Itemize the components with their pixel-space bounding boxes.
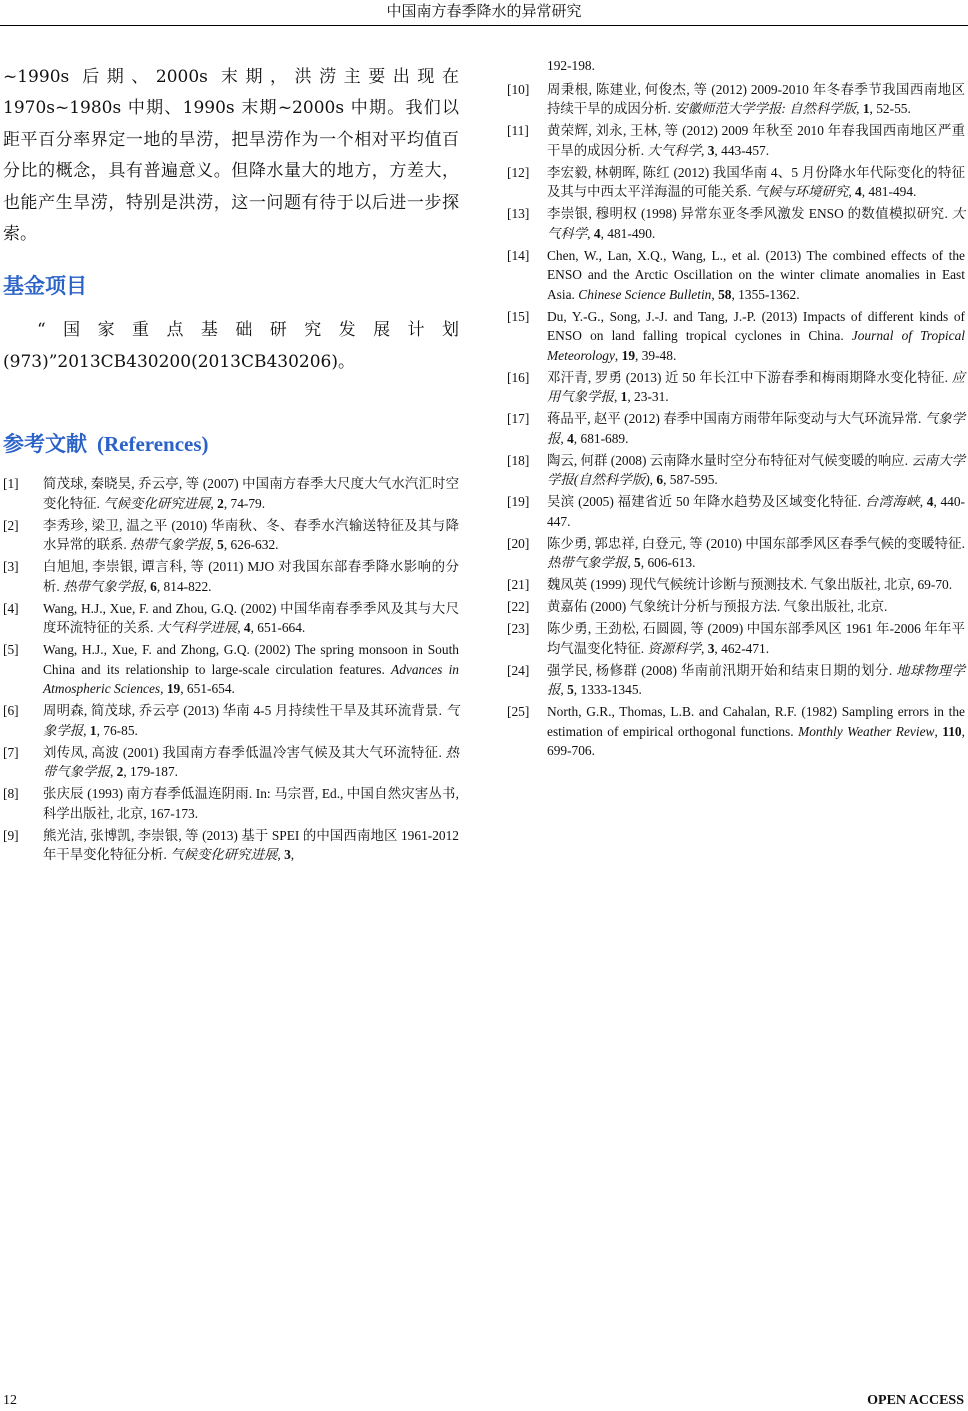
reference-pages: , 1333-1345. [573,682,642,697]
fund-heading [3,272,459,300]
reference-text: 简茂球, 秦晓昊, 乔云亭, 等 (2007) 中国南方春季大尺度大气水汽汇时空变化特征. 气候变化研究进展, 2, 74-79. [43,476,459,511]
reference-journal: Advances in Atmospheric Sciences [43,661,459,697]
reference-pages: , 651-664. [250,620,306,636]
reference-text: 白旭旭, 李崇银, 谭言科, 等 (2011) MJO 对我国东部春季降水影响的分析. 热带气象学报, 6, 814-822. [43,559,459,594]
reference-journal: 大气科学 [547,206,965,241]
reference-authors-title: 李宏毅, 林朝晖, 陈红 (2012) 我国华南 4、5 月份降水年代际变化的特征及其与中西太平洋海温的可能关系. [547,164,965,199]
reference-volume: 4 [855,184,862,199]
reference-journal: 台湾海峡 [864,494,920,509]
reference-journal: 热带气象学报 [63,578,144,594]
references-heading [3,430,459,458]
reference-number: [5] [3,642,19,658]
reference-number: [8] [3,786,19,802]
reference-journal: 热带气象学报 [43,744,459,780]
reference-authors-title: 李崇银, 穆明权 (1998) 异常东亚冬季风激发 ENSO 的数值模拟研究. [547,206,948,221]
reference-text: 周秉根, 陈建业, 何俊杰, 等 (2012) 2009-2010 年冬春季节我国西南地区持续干旱的成因分析. 安徽师范大学学报: 自然科学版, 1, 52-55. [547,81,965,116]
fund-text: “国家重点基础研究发展计划(973)”2013CB430200(2013CB430206)。 [3,320,459,372]
page-number: 12 [3,1393,17,1408]
reference-pages: , 443-457. [714,142,770,158]
reference-number: [6] [3,703,19,719]
reference-volume: 1 [89,722,97,738]
reference-authors-title: 陶云, 何群 (2008) 云南降水量时空分布特征对气候变暖的响应. [547,452,908,468]
reference-item [3,743,459,782]
reference-item [3,599,459,638]
reference-pages: , 1355-1362. [731,286,800,302]
reference-pages: , 814-822. [156,578,212,594]
reference-authors-title: 李秀珍, 梁卫, 温之平 (2010) 华南秋、冬、春季水汽输送特征及其与降水异常的联系. [43,517,459,553]
right-column [507,56,965,763]
reference-item [507,121,965,160]
reference-pages: , 179-187. [123,764,179,780]
reference-item [3,701,459,740]
reference-authors-title: 吴滨 (2005) 福建省近 50 年降水趋势及区域变化特征. [547,494,862,509]
reference-pages: , 481-494. [861,184,917,199]
reference-item [507,307,965,366]
reference-journal: Monthly Weather Review [798,723,935,739]
reference-number: [18] [507,452,530,468]
reference-pages: , 23-31. [627,389,669,404]
reference-volume: 4 [926,494,934,509]
reference-pages: , 651-654. [180,681,235,697]
running-header-title: 中国南方春季降水的异常研究 [386,2,582,20]
reference-journal: 安徽师范大学学报: 自然科学版 [674,101,857,116]
reference-number: [17] [507,411,530,426]
open-access-label: OPEN ACCESS [867,1393,964,1408]
fund-heading-text: 基金项目 [3,273,87,299]
reference-authors-title: 陈少勇, 王劲松, 石圆圆, 等 (2009) 中国东部季风区 1961 年-2006 年年平均气温变化特征. [547,621,965,656]
reference-text: North, G.R., Thomas, L.B. and Cahalan, R.F. (1982) Sampling errors in the estimation of empirical orthogonal functions. Monthly Weather Review, 110, 699-706. [547,704,965,758]
reference-journal: 气象学报 [43,703,459,738]
reference-pages: , 76-85. [96,722,138,738]
reference-number: [16] [507,369,530,385]
reference-number: [3] [3,559,19,575]
reference-list-left [3,474,459,865]
reference-volume: 4 [593,225,601,241]
reference-item [3,826,459,865]
reference-journal: 气象学报 [547,411,965,446]
reference-item [507,619,965,658]
reference-pages: , [290,847,295,863]
reference-item [3,784,459,823]
reference-authors-title: 陈少勇, 郭忠祥, 白登元, 等 (2010) 中国东部季风区春季气候的变暖特征. [547,535,965,551]
reference-volume: 19 [621,347,636,363]
reference-authors-title: Chen, W., Lan, X.Q., Wang, L., et al. (2013) The combined effects of the ENSO and the Arctic Oscillation on the winter climate anomalies in East Asia. [547,247,965,302]
reference-volume: 5 [217,537,224,553]
reference-pages: , 681-689. [573,430,629,446]
reference-journal: 气候变化研究进展 [170,847,278,863]
reference-authors-title: 刘传凤, 高波 (2001) 我国南方春季低温冷害气候及其大气环流特征. [43,744,442,760]
reference-item [507,451,965,490]
reference-text: Wang, H.J., Xue, F. and Zhou, G.Q. (2002) 中国华南春季季风及其与大尺度环流特征的关系. 大气科学进展, 4, 651-664. [43,600,459,636]
reference-volume: 2 [116,764,124,780]
reference-text: 周明森, 简茂球, 乔云亭 (2013) 华南 4-5 月持续性干旱及其环流背景. 气象学报, 1, 76-85. [43,703,459,738]
reference-text: 李秀珍, 梁卫, 温之平 (2010) 华南秋、冬、春季水汽输送特征及其与降水异常的联系. 热带气象学报, 5, 626-632. [43,517,459,553]
reference-journal: 大气科学 [647,142,702,158]
reference-text: 陈少勇, 王劲松, 石圆圆, 等 (2009) 中国东部季风区 1961 年-2006 年年平均气温变化特征. 资源科学, 3, 462-471. [547,621,965,656]
reference-list-right [507,80,965,761]
references-heading-cn: 参考文献 [3,431,87,457]
reference-text: Du, Y.-G., Song, J.-J. and Tang, J.-P. (2013) Impacts of different kinds of ENSO on land falling tropical cyclones in China. Journal of Tropical Meteorology, 19, 39-48. [547,308,965,363]
reference-pages: , 481-490. [600,225,656,241]
reference-volume: 19 [166,681,181,697]
reference-number: [24] [507,662,530,678]
reference-number: [9] [3,827,19,843]
reference-authors-title: 周秉根, 陈建业, 何俊杰, 等 (2012) 2009-2010 年冬春季节我国西南地区持续干旱的成因分析. [547,81,965,116]
reference-volume: 3 [284,847,291,863]
reference-volume: 6 [150,578,157,594]
reference-pages: , 39-48. [635,347,677,363]
reference-number: [13] [507,206,530,221]
reference-authors-title: 魏凤英 (1999) 现代气候统计诊断与预测技术. 气象出版社, 北京, 69-70. [547,577,953,592]
reference-text [547,575,965,595]
reference-authors-title: 邓汗青, 罗勇 (2013) 近 50 年长江中下游春季和梅雨期降水变化特征. [547,369,948,385]
reference-item [3,474,459,513]
reference-text: 陶云, 何群 (2008) 云南降水量时空分布特征对气候变暖的响应. 云南大学学报(自然科学版), 6, 587-595. [547,452,966,487]
reference-number: [2] [3,517,19,533]
reference-volume: 3 [707,142,715,158]
reference-authors-title: 周明森, 简茂球, 乔云亭 (2013) 华南 4-5 月持续性干旱及其环流背景. [43,703,442,719]
reference-pages: , 606-613. [640,555,696,570]
reference-number: [22] [507,599,530,614]
left-column [3,62,459,867]
reference-item [507,575,965,595]
reference-journal: 应用气象学报 [547,369,965,404]
reference-authors-title: 简茂球, 秦晓昊, 乔云亭, 等 (2007) 中国南方春季大尺度大气水汽汇时空变化特征. [43,476,459,511]
references-heading-en: (References) [97,432,209,457]
reference-item [507,534,965,573]
reference-pages: , 699-706. [547,723,965,758]
reference-number: [14] [507,247,530,263]
reference-volume: 1 [862,101,870,116]
reference-item [507,80,965,119]
reference-journal: Journal of Tropical Meteorology [547,328,965,363]
reference-volume: 6 [656,472,664,487]
reference-number: [23] [507,621,530,636]
reference-journal: 云南大学学报(自然科学版) [547,452,966,487]
reference-text: 刘传凤, 高波 (2001) 我国南方春季低温冷害气候及其大气环流特征. 热带气象学报, 2, 179-187. [43,744,459,780]
reference-number: [11] [507,123,529,138]
reference-authors-title: Du, Y.-G., Song, J.-J. and Tang, J.-P. (2013) Impacts of different kinds of ENSO on land falling tropical cyclones in China. [547,308,965,343]
reference-volume: 58 [718,286,732,302]
reference-number: [4] [3,600,19,616]
reference-text: Chen, W., Lan, X.Q., Wang, L., et al. (2013) The combined effects of the ENSO and the Arctic Oscillation on the winter climate anomalies in East Asia. Chinese Science Bulletin, 58, 1355-1362. [547,247,965,302]
reference-journal: 气候与环境研究 [754,184,849,199]
reference-journal: Chinese Science Bulletin [578,286,712,302]
reference-journal: 热带气象学报 [547,555,628,570]
reference-item [507,409,965,448]
reference-number: [20] [507,535,530,551]
reference-pages: , 462-471. [714,640,770,656]
reference-journal: 大气科学进展 [156,620,238,636]
reference-item [507,661,965,700]
reference-pages: , 440-447. [547,494,966,529]
reference-pages: , 52-55. [869,101,911,116]
running-header [0,0,968,26]
reference-pages: , 626-632. [223,537,279,553]
reference-item [507,204,965,243]
reference-text: 陈少勇, 郭忠祥, 白登元, 等 (2010) 中国东部季风区春季气候的变暖特征. 热带气象学报, 5, 606-613. [547,535,965,570]
reference-number: [21] [507,577,530,592]
reference-text [547,597,965,617]
reference-item [507,702,965,761]
reference-text: Wang, H.J., Xue, F. and Zhong, G.Q. (2002) The spring monsoon in South China and its relationship to large-scale circulation features. Advances in Atmospheric Sciences, 19, 651-654. [43,642,459,697]
reference-item [507,246,965,305]
reference-journal: 地球物理学报 [547,662,965,697]
reference-text: 李崇银, 穆明权 (1998) 异常东亚冬季风激发 ENSO 的数值模拟研究. 大气科学, 4, 481-490. [547,206,965,241]
reference-journal: 资源科学 [647,640,702,656]
reference-number: [19] [507,494,530,509]
reference-pages: , 587-595. [663,472,718,487]
reference-journal: 气候变化研究进展 [103,495,211,511]
body-paragraph: ~1990s 后期、2000s 末期，洪涝主要出现在 1970s~1980s 中期、1990s 末期~2000s 中期。我们以距平百分率界定一地的旱涝，把旱涝作为一个相对平均值百分比的概念，具有普遍意义。但降水量大的地方，方差大，也能产生旱涝，特别是洪涝，这一问题有待于以后进一步探索。 [3,67,459,245]
reference-authors-title: 白旭旭, 李崇银, 谭言科, 等 (2011) MJO 对我国东部春季降水影响的分析. [43,559,459,594]
reference-volume: 110 [942,723,962,739]
reference-authors-title: 熊光洁, 张博凯, 李崇银, 等 (2013) 基于 SPEI 的中国西南地区 1961-2012 年干旱变化特征分析. [43,827,459,863]
reference-text: 李宏毅, 林朝晖, 陈红 (2012) 我国华南 4、5 月份降水年代际变化的特征及其与中西太平洋海温的可能关系. 气候与环境研究, 4, 481-494. [547,164,965,199]
reference-text: 蒋品平, 赵平 (2012) 春季中国南方雨带年际变动与大气环流异常. 气象学报, 4, 681-689. [547,411,965,446]
reference-authors-title: 黄荣辉, 刘永, 王林, 等 (2012) 2009 年秋至 2010 年春我国西南地区严重干旱的成因分析. [547,123,965,158]
reference-number: [25] [507,704,530,719]
reference-item [507,597,965,617]
reference-text: 吴滨 (2005) 福建省近 50 年降水趋势及区域变化特征. 台湾海峡, 4, 440-447. [547,494,966,529]
reference-item [3,557,459,596]
reference-item [507,492,965,531]
reference-volume: 4 [243,620,251,636]
reference-authors-title: 张庆辰 (1993) 南方春季低温连阴雨. In: 马宗晋, Ed., 中国自然灾害丛书, 科学出版社, 北京, 167-173. [43,786,459,821]
reference-pages: , 74-79. [223,495,266,511]
reference-continued: 192-198. [547,58,595,73]
reference-authors-title: North, G.R., Thomas, L.B. and Cahalan, R.F. (1982) Sampling errors in the estimation of empirical orthogonal functions. [547,704,965,739]
reference-authors-title: 强学民, 杨修群 (2008) 华南前汛期开始和结束日期的划分. [547,662,893,678]
reference-number: [7] [3,744,19,760]
reference-text: 熊光洁, 张博凯, 李崇银, 等 (2013) 基于 SPEI 的中国西南地区 1961-2012 年干旱变化特征分析. 气候变化研究进展, 3, [43,827,459,863]
reference-volume: 5 [567,682,574,697]
reference-number: [12] [507,164,530,180]
reference-volume: 3 [707,640,715,656]
reference-text: 强学民, 杨修群 (2008) 华南前汛期开始和结束日期的划分. 地球物理学报, 5, 1333-1345. [547,662,965,697]
reference-authors-title: Wang, H.J., Xue, F. and Zhou, G.Q. (2002) 中国华南春季季风及其与大尺度环流特征的关系. [43,600,459,636]
reference-item [507,368,965,407]
reference-item [3,640,459,699]
reference-authors-title: Wang, H.J., Xue, F. and Zhong, G.Q. (2002) The spring monsoon in South China and its relationship to large-scale circulation features. [43,642,459,677]
reference-number: [1] [3,476,19,492]
reference-text: 邓汗青, 罗勇 (2013) 近 50 年长江中下游春季和梅雨期降水变化特征. 应用气象学报, 1, 23-31. [547,369,965,404]
reference-journal: 热带气象学报 [130,537,211,553]
reference-number: [10] [507,81,530,97]
reference-authors-title: 蒋品平, 赵平 (2012) 春季中国南方雨带年际变动与大气环流异常. [547,411,922,426]
reference-volume: 2 [217,495,224,511]
reference-volume: 5 [634,555,641,570]
reference-number: [15] [507,308,530,324]
reference-volume: 4 [567,430,574,446]
reference-item [3,516,459,555]
reference-volume: 1 [620,389,628,404]
reference-text: 黄荣辉, 刘永, 王林, 等 (2012) 2009 年秋至 2010 年春我国西南地区严重干旱的成因分析. 大气科学, 3, 443-457. [547,123,965,158]
reference-authors-title: 黄嘉佑 (2000) 气象统计分析与预报方法. 气象出版社, 北京. [547,599,888,614]
reference-item [507,163,965,202]
reference-text [43,784,459,823]
